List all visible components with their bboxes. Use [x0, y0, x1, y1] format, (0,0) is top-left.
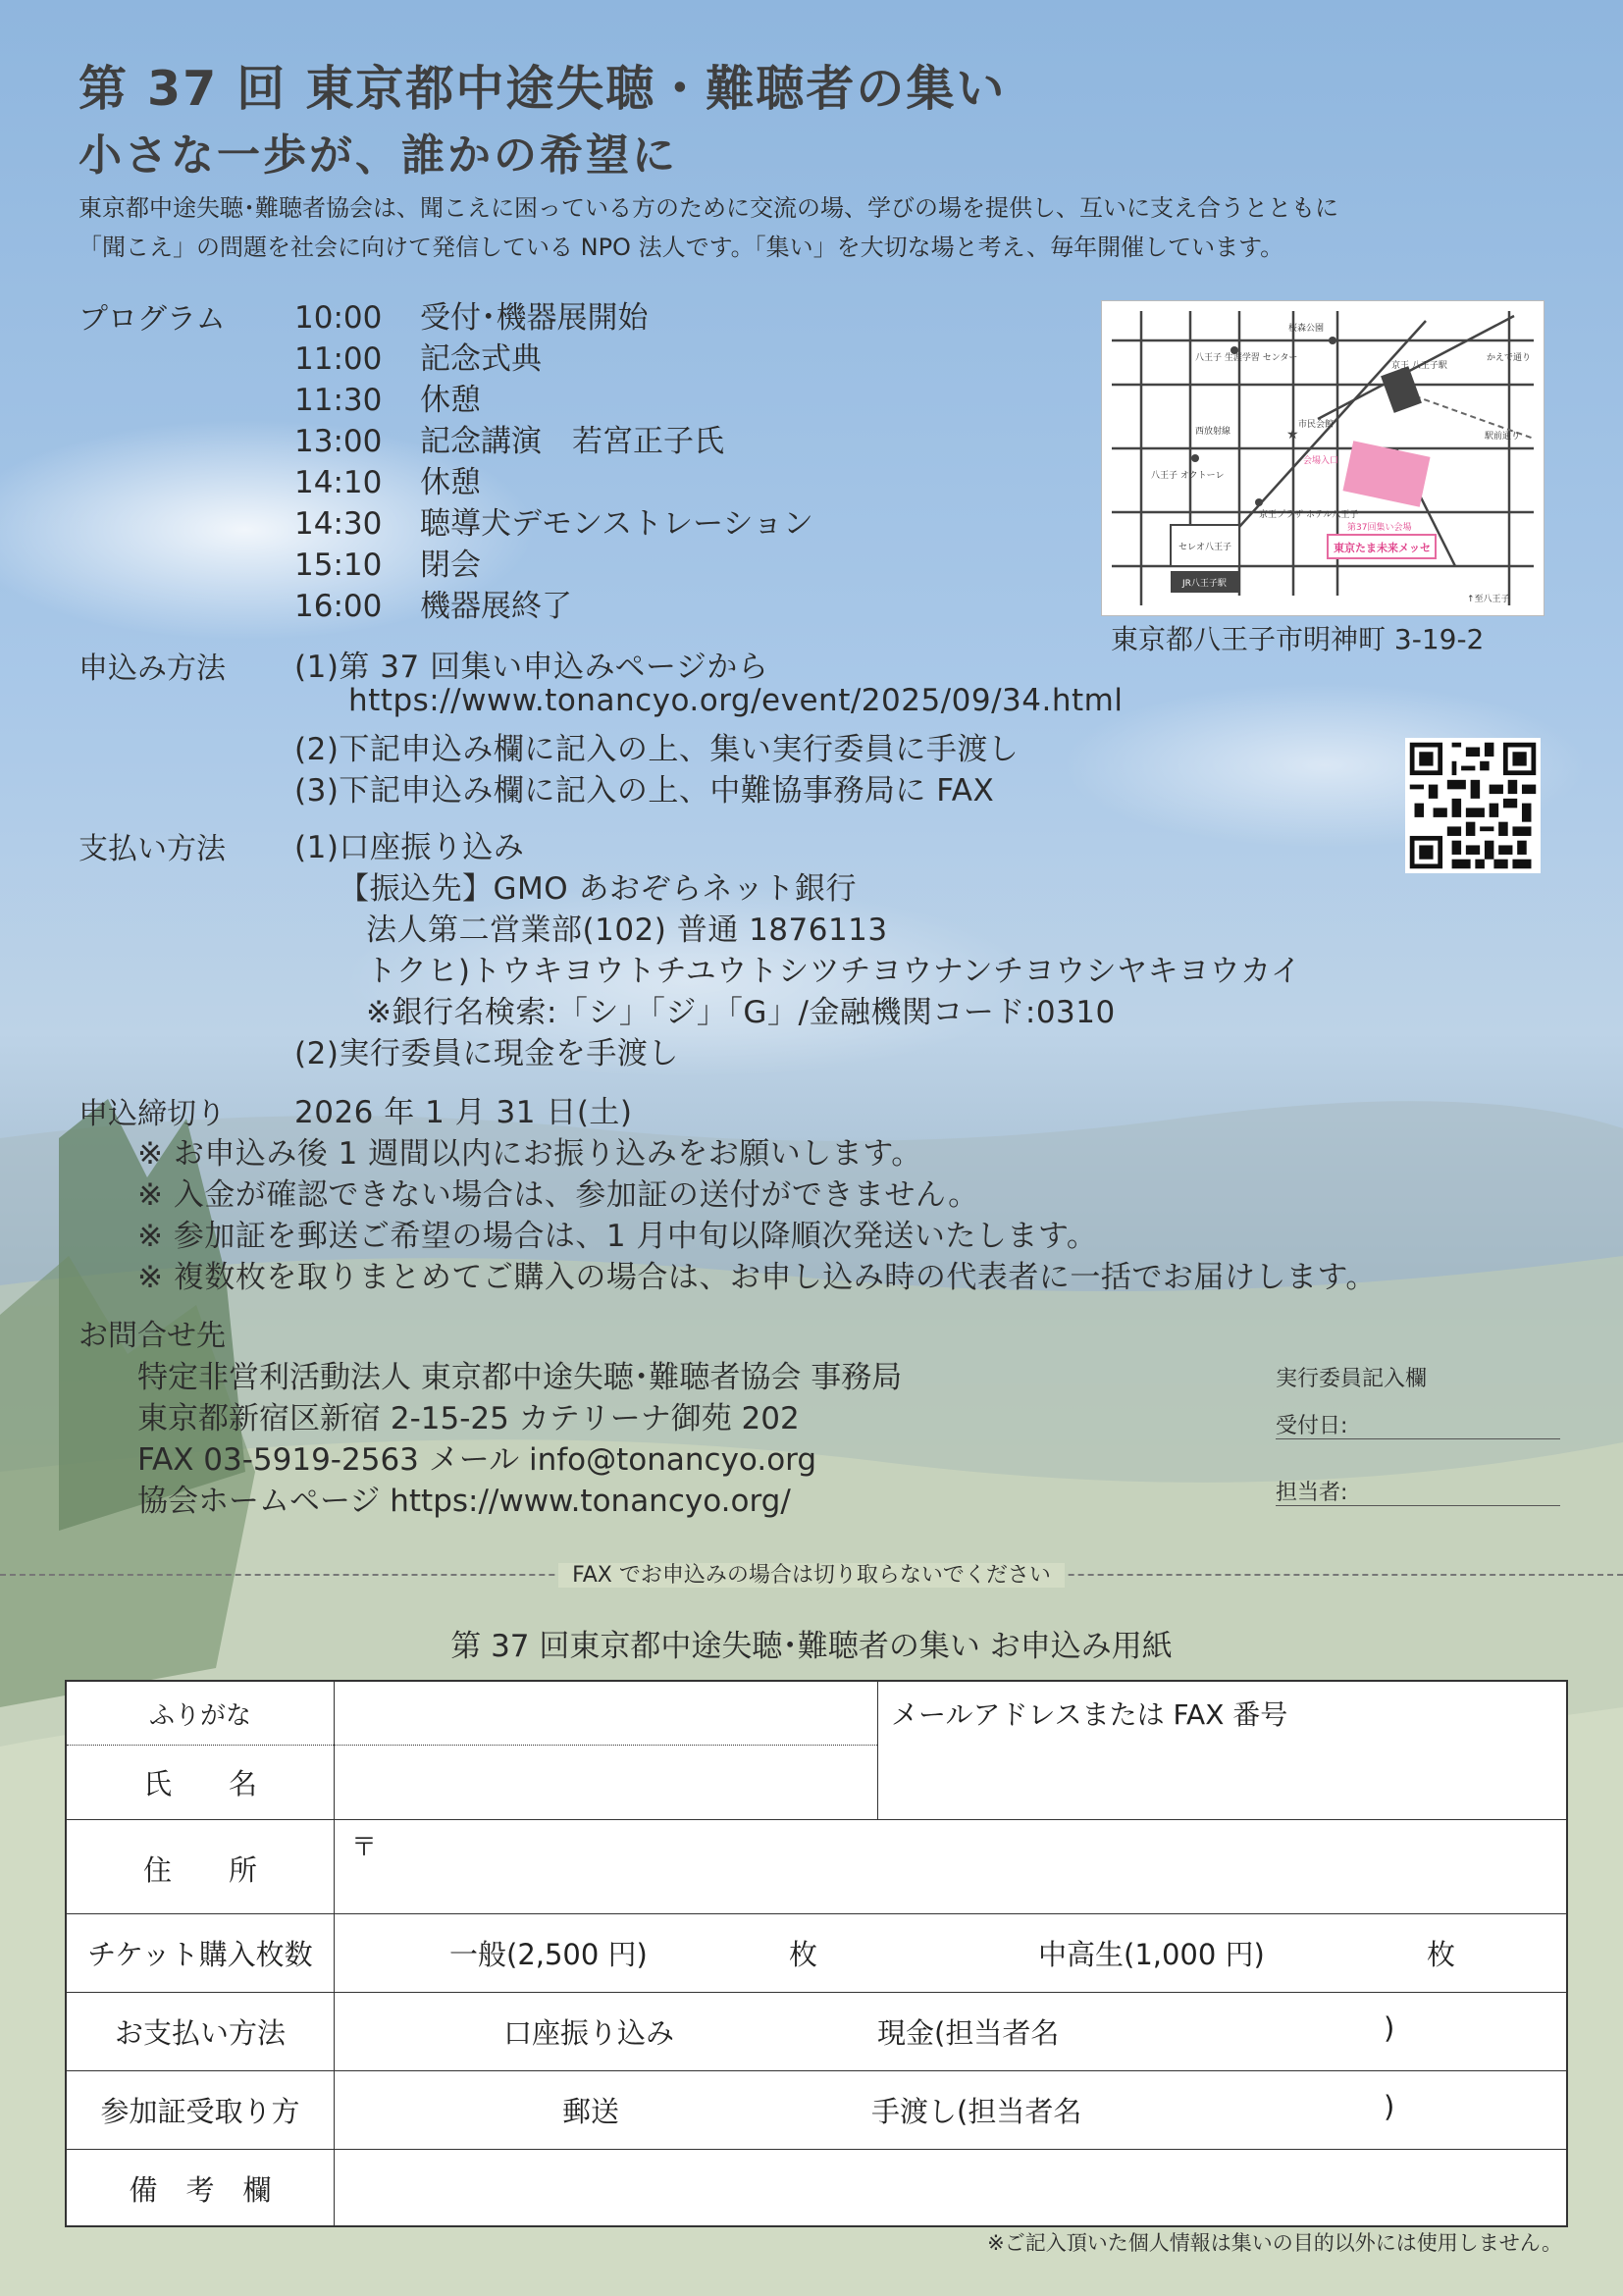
remarks-input[interactable]: [341, 2155, 1558, 2219]
pay-cash-close: ): [1384, 2011, 1395, 2045]
deadline-note: ※ 複数枚を取りまとめてご購入の場合は、お申し込み時の代表者に一括でお届けします。: [137, 1260, 1377, 1295]
program-time: 15:10: [294, 548, 383, 583]
map-label: 桜森公園: [1288, 324, 1325, 334]
deadline-date: 2026 年 1 月 31 日(土): [294, 1095, 633, 1130]
payment-label: 支払い方法: [79, 832, 226, 866]
form-divider: [67, 1992, 1566, 1993]
application-form: [65, 1680, 1568, 2227]
intro-line: 東京都中途失聴･難聴者協会は、聞こえに困っている方のために交流の場、学びの場を提供し、互いに支え合うとともに: [79, 194, 1338, 222]
program-text: 聴導犬デモンストレーション: [420, 506, 813, 542]
payment-line: ※銀行名検索:「シ」「ジ」「G」/金融機関コード:0310: [366, 995, 1116, 1030]
form-title: 第 37 回東京都中途失聴･難聴者の集い お申込み用紙: [450, 1629, 1173, 1664]
email-fax-label: メールアドレスまたは FAX 番号: [891, 1698, 1288, 1731]
program-item: [294, 540, 481, 584]
map-label: セレオ八王子: [1178, 543, 1232, 552]
form-divider: [334, 1682, 335, 2225]
map-label: 市民会館: [1298, 420, 1335, 430]
event-title: 第 37 回 東京都中途失聴・難聴者の集い: [79, 61, 1007, 117]
email-fax-input[interactable]: [891, 1737, 1548, 1813]
contact-line: 協会ホームページ https://www.tonancyo.org/: [137, 1484, 791, 1519]
intro-line: 「聞こえ」の問題を社会に向けて発信している NPO 法人です。「集い」を大切な場と考え、毎年開催しています。: [79, 234, 1284, 261]
privacy-footnote: ※ご記入頂いた個人情報は集いの目的以外には使用しません。: [987, 2231, 1562, 2255]
program-text: 休憩: [420, 383, 481, 418]
committee-received-label: 受付日:: [1276, 1414, 1348, 1438]
contact-line: 東京都新宿区新宿 2-15-25 カテリーナ御苑 202: [137, 1401, 800, 1436]
map-label: かえで通り: [1487, 353, 1532, 363]
map-label: 京王 八王子駅: [1391, 361, 1447, 371]
remarks-label: 備 考 欄: [129, 2173, 272, 2207]
qr-code[interactable]: [1405, 738, 1541, 873]
payment-line: 法人第二営業部(102) 普通 1876113: [366, 913, 888, 948]
form-divider: [67, 1819, 1566, 1820]
contact-label: お問合せ先: [79, 1319, 226, 1353]
program-item: [294, 498, 813, 543]
committee-staff-label: 担当者:: [1276, 1481, 1348, 1505]
form-divider: [67, 2070, 1566, 2071]
form-divider: [67, 1913, 1566, 1914]
application-url[interactable]: https://www.tonancyo.org/event/2025/09/34.html: [348, 683, 1124, 718]
program-item: [294, 416, 724, 460]
program-text: 記念講演 若宮正子氏: [420, 424, 724, 459]
cut-note: [0, 1558, 1623, 1589]
pay-cash-option[interactable]: 現金(担当者名: [877, 2016, 1060, 2050]
name-label: 氏 名: [142, 1767, 257, 1800]
application-line: (1)第 37 回集い申込みページから: [294, 650, 769, 685]
address-label: 住 所: [142, 1853, 257, 1887]
intro-text: [79, 188, 1338, 267]
student-ticket-unit[interactable]: 枚: [1427, 1938, 1456, 1971]
pay-transfer-option[interactable]: 口座振り込み: [503, 2016, 675, 2050]
recv-hand-option[interactable]: 手渡し(担当者名: [871, 2095, 1082, 2128]
committee-received-line: [1276, 1438, 1560, 1439]
map-label: 駅前通り: [1485, 432, 1521, 442]
venue-address: 東京都八王子市明神町 3-19-2: [1111, 623, 1485, 655]
map-label: 第37回集い会場: [1347, 523, 1412, 533]
general-ticket-label: 一般(2,500 円): [449, 1938, 648, 1971]
committee-staff-line: [1276, 1505, 1560, 1506]
recv-mail-option[interactable]: 郵送: [562, 2095, 620, 2128]
student-ticket-label: 中高生(1,000 円): [1038, 1938, 1265, 1971]
map-label: 会場入口: [1303, 456, 1339, 466]
cut-note-text: FAX でお申込みの場合は切り取らないでください: [558, 1563, 1065, 1588]
map-label: 西放射線: [1195, 427, 1231, 437]
program-text: 閉会: [420, 548, 481, 583]
program-item: [294, 292, 649, 337]
map-label: 八王子 オクトーレ: [1151, 471, 1225, 481]
map-label: 京王プラザ ホテル八王子: [1259, 510, 1359, 520]
contact-line: 特定非営利活動法人 東京都中途失聴･難聴者協会 事務局: [137, 1360, 903, 1395]
program-label: プログラム: [79, 302, 226, 337]
application-line: (3)下記申込み欄に記入の上、中難協事務局に FAX: [294, 773, 995, 809]
svg-text:★: ★: [1286, 427, 1299, 443]
application-line: (2)下記申込み欄に記入の上、集い実行委員に手渡し: [294, 732, 1020, 767]
program-item: [294, 375, 481, 419]
furigana-label: ふりがな: [148, 1701, 251, 1731]
program-time: 13:00: [294, 424, 383, 459]
venue-map: [1101, 300, 1544, 616]
map-label: 八王子 生涯学習 センター: [1195, 353, 1298, 363]
program-text: 機器展終了: [420, 589, 572, 624]
program-text: 休憩: [420, 465, 481, 500]
name-input[interactable]: [341, 1750, 871, 1813]
deadline-note: ※ 参加証を郵送ご希望の場合は、1 月中旬以降順次発送いたします。: [137, 1219, 1098, 1254]
program-time: 14:10: [294, 465, 383, 500]
receipt-method-label: 参加証受取り方: [100, 2095, 300, 2128]
map-label: JR八王子駅: [1182, 579, 1227, 589]
postal-mark: 〒: [351, 1833, 378, 1862]
payment-line: (2)実行委員に現金を手渡し: [294, 1036, 679, 1071]
general-ticket-unit[interactable]: 枚: [789, 1938, 818, 1971]
map-drawing: [1102, 301, 1544, 615]
payment-line: トクヒ)トウキヨウトチユウトシツチヨウナンチヨウシヤキヨウカイ: [366, 954, 1302, 989]
payment-line: (1)口座振り込み: [294, 830, 525, 865]
program-item: [294, 581, 572, 625]
payment-line: 【振込先】GMO あおぞらネット銀行: [339, 871, 858, 907]
deadline-label: 申込締切り: [79, 1097, 226, 1131]
contact-line: FAX 03-5919-2563 メール info@tonancyo.org: [137, 1442, 817, 1478]
deadline-note: ※ お申込み後 1 週間以内にお振り込みをお願いします。: [137, 1136, 922, 1172]
committee-title: 実行委員記入欄: [1276, 1367, 1428, 1391]
furigana-input[interactable]: [341, 1688, 871, 1741]
event-subtitle: 小さな一歩が、誰かの希望に: [79, 130, 678, 181]
program-text: 記念式典: [420, 341, 542, 377]
tickets-label: チケット購入枚数: [87, 1938, 313, 1971]
program-item: [294, 457, 481, 501]
program-time: 16:00: [294, 589, 383, 624]
program-time: 10:00: [294, 300, 383, 336]
form-divider: [877, 1682, 878, 1819]
payment-method-label: お支払い方法: [114, 2016, 286, 2050]
program-time: 11:30: [294, 383, 383, 418]
program-item: [294, 334, 542, 378]
program-time: 14:30: [294, 506, 383, 542]
recv-hand-close: ): [1384, 2090, 1395, 2123]
deadline-note: ※ 入金が確認できない場合は、参加証の送付ができません。: [137, 1177, 979, 1213]
map-venue-label: 東京たま未来メッセ: [1334, 542, 1431, 554]
program-time: 11:00: [294, 341, 383, 377]
form-divider: [67, 2149, 1566, 2150]
form-divider: [67, 1745, 877, 1746]
application-label: 申込み方法: [79, 652, 226, 686]
address-input[interactable]: [391, 1825, 1548, 1907]
map-label: ↑至八王子: [1467, 595, 1510, 604]
program-text: 受付･機器展開始: [420, 300, 649, 336]
